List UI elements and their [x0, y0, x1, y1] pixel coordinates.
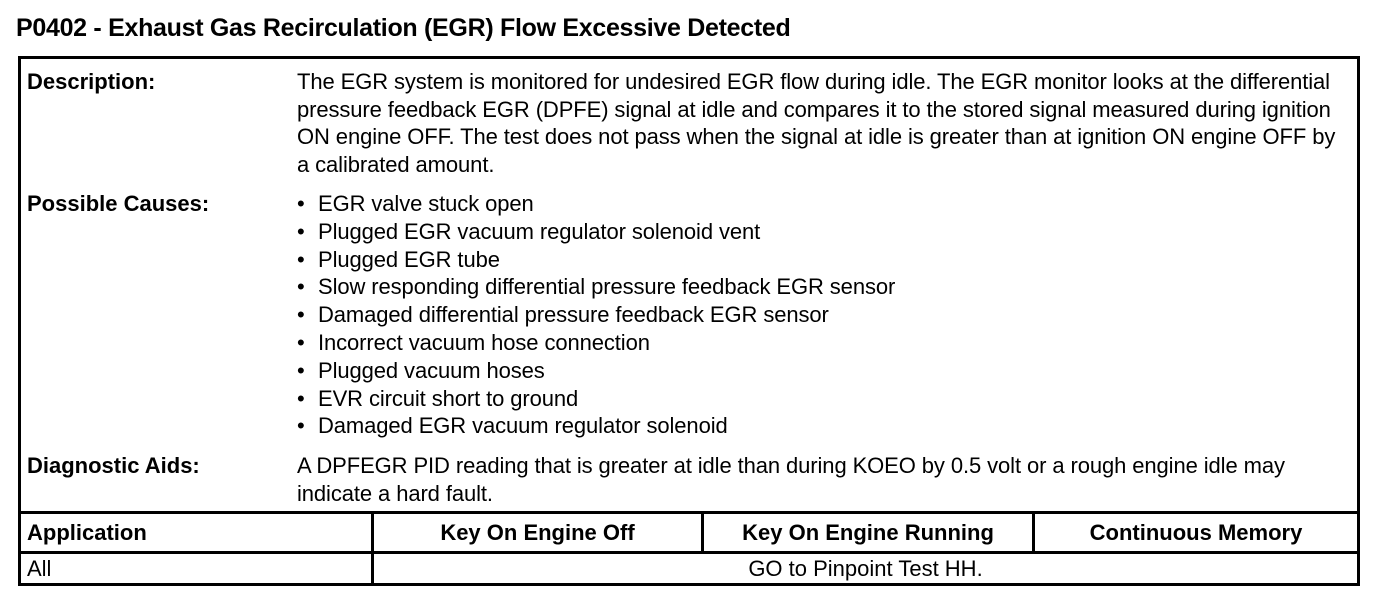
header-key-on-engine-running: Key On Engine Running	[701, 514, 1032, 551]
header-continuous-memory: Continuous Memory	[1032, 514, 1357, 551]
info-section	[21, 59, 1357, 513]
list-item: • EGR valve stuck open	[297, 190, 1349, 218]
diagnostic-aids-text: A DPFEGR PID reading that is greater at idle than during KOEO by 0.5 volt or a rough engine idle may indicate a hard fault.	[297, 453, 1285, 506]
application-table-header	[21, 514, 1357, 554]
possible-causes-row	[21, 190, 1357, 445]
possible-causes-list	[297, 190, 1349, 440]
description-row	[21, 68, 1357, 186]
list-item: • Plugged EGR tube	[297, 246, 1349, 274]
list-item: • Plugged vacuum hoses	[297, 357, 1349, 385]
header-application: Application	[27, 519, 147, 545]
dtc-table	[18, 56, 1360, 586]
application-cell: All	[27, 555, 52, 581]
table-row	[21, 554, 1357, 583]
list-item: • EVR circuit short to ground	[297, 385, 1349, 413]
list-item: • Incorrect vacuum hose connection	[297, 329, 1349, 357]
possible-causes-list-wrap	[297, 190, 1349, 440]
list-item: • Damaged differential pressure feedback EGR sensor	[297, 301, 1349, 329]
diagnostic-aids-label: Diagnostic Aids:	[27, 453, 200, 478]
list-item: • Plugged EGR vacuum regulator solenoid vent	[297, 218, 1349, 246]
list-item: • Slow responding differential pressure feedback EGR sensor	[297, 273, 1349, 301]
action-cell: GO to Pinpoint Test HH.	[371, 554, 1357, 583]
list-item: • Damaged EGR vacuum regulator solenoid	[297, 412, 1349, 440]
header-key-on-engine-off: Key On Engine Off	[371, 514, 701, 551]
possible-causes-label: Possible Causes:	[27, 191, 210, 216]
diagnostic-aids-row	[21, 452, 1357, 510]
description-text: The EGR system is monitored for undesired EGR flow during idle. The EGR monitor looks at the differential pressure feedback EGR (DPFE) signal at idle and compares it to the stored signal measured during ignition ON engine OFF. The test does not pass when the signal at idle is greater than at ignition ON engine OFF by a calibrated amount.	[297, 69, 1336, 177]
description-label: Description:	[27, 69, 156, 94]
application-table	[21, 511, 1357, 583]
page-title: P0402 - Exhaust Gas Recirculation (EGR) Flow Excessive Detected	[16, 14, 791, 42]
